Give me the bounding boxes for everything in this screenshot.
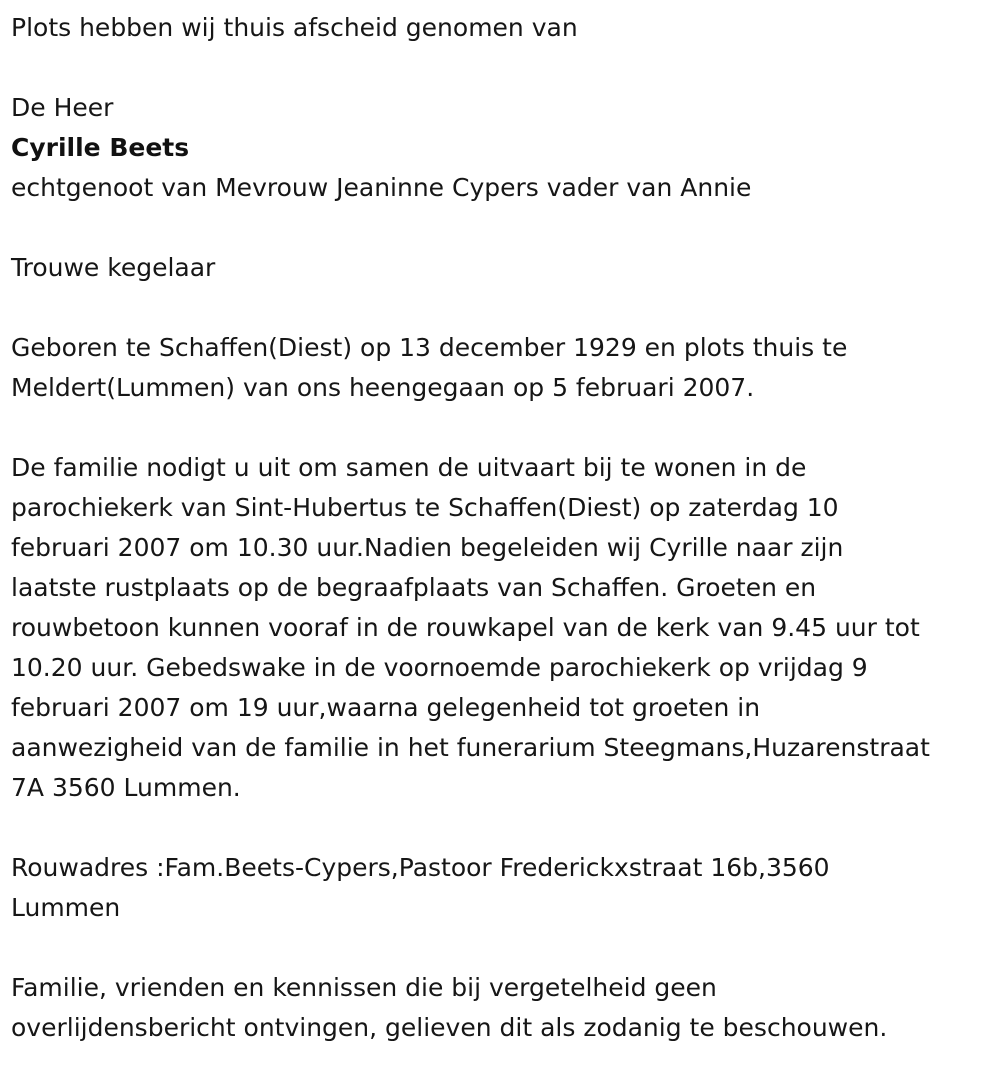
funeral-line: parochiekerk van Sint-Hubertus te Schaffen(Diest) op zaterdag 10 [11, 493, 839, 522]
spacer [11, 928, 990, 968]
funeral-line: 7A 3560 Lummen. [11, 773, 241, 802]
funeral-line: laatste rustplaats op de begraafplaats van Schaffen. Groeten en [11, 573, 817, 602]
funeral-line: februari 2007 om 10.30 uur.Nadien begeleiden wij Cyrille naar zijn [11, 533, 844, 562]
birth-line: Geboren te Schaffen(Diest) op 13 december 1929 en plots thuis te [11, 333, 848, 362]
spacer [11, 48, 990, 88]
funeral-line: De familie nodigt u uit om samen de uitvaart bij te wonen in de [11, 453, 807, 482]
relation-text: echtgenoot van Mevrouw Jeaninne Cypers vader van Annie [11, 173, 752, 202]
salutation: De Heer [11, 93, 114, 122]
closing-paragraph [11, 968, 990, 1048]
hobby-text: Trouwe kegelaar [11, 253, 216, 282]
spacer [11, 408, 990, 448]
funeral-line: februari 2007 om 19 uur,waarna gelegenheid tot groeten in [11, 693, 761, 722]
spacer [11, 288, 990, 328]
spacer [11, 208, 990, 248]
funeral-paragraph [11, 448, 990, 808]
closing-line: overlijdensbericht ontvingen, gelieven dit als zodanig te beschouwen. [11, 1013, 888, 1042]
intro-text: Plots hebben wij thuis afscheid genomen van [11, 13, 578, 42]
address-paragraph [11, 848, 990, 928]
birth-line: Meldert(Lummen) van ons heengegaan op 5 februari 2007. [11, 373, 755, 402]
funeral-line: 10.20 uur. Gebedswake in de voornoemde parochiekerk op vrijdag 9 [11, 653, 868, 682]
deceased-name: Cyrille Beets [11, 133, 190, 162]
birth-paragraph [11, 328, 990, 408]
closing-line: Familie, vrienden en kennissen die bij vergetelheid geen [11, 973, 717, 1002]
spacer [11, 808, 990, 848]
address-line: Lummen [11, 893, 121, 922]
funeral-line: rouwbetoon kunnen vooraf in de rouwkapel van de kerk van 9.45 uur tot [11, 613, 920, 642]
funeral-line: aanwezigheid van de familie in het funerarium Steegmans,Huzarenstraat [11, 733, 930, 762]
address-line: Rouwadres :Fam.Beets-Cypers,Pastoor Frederickxstraat 16b,3560 [11, 853, 830, 882]
